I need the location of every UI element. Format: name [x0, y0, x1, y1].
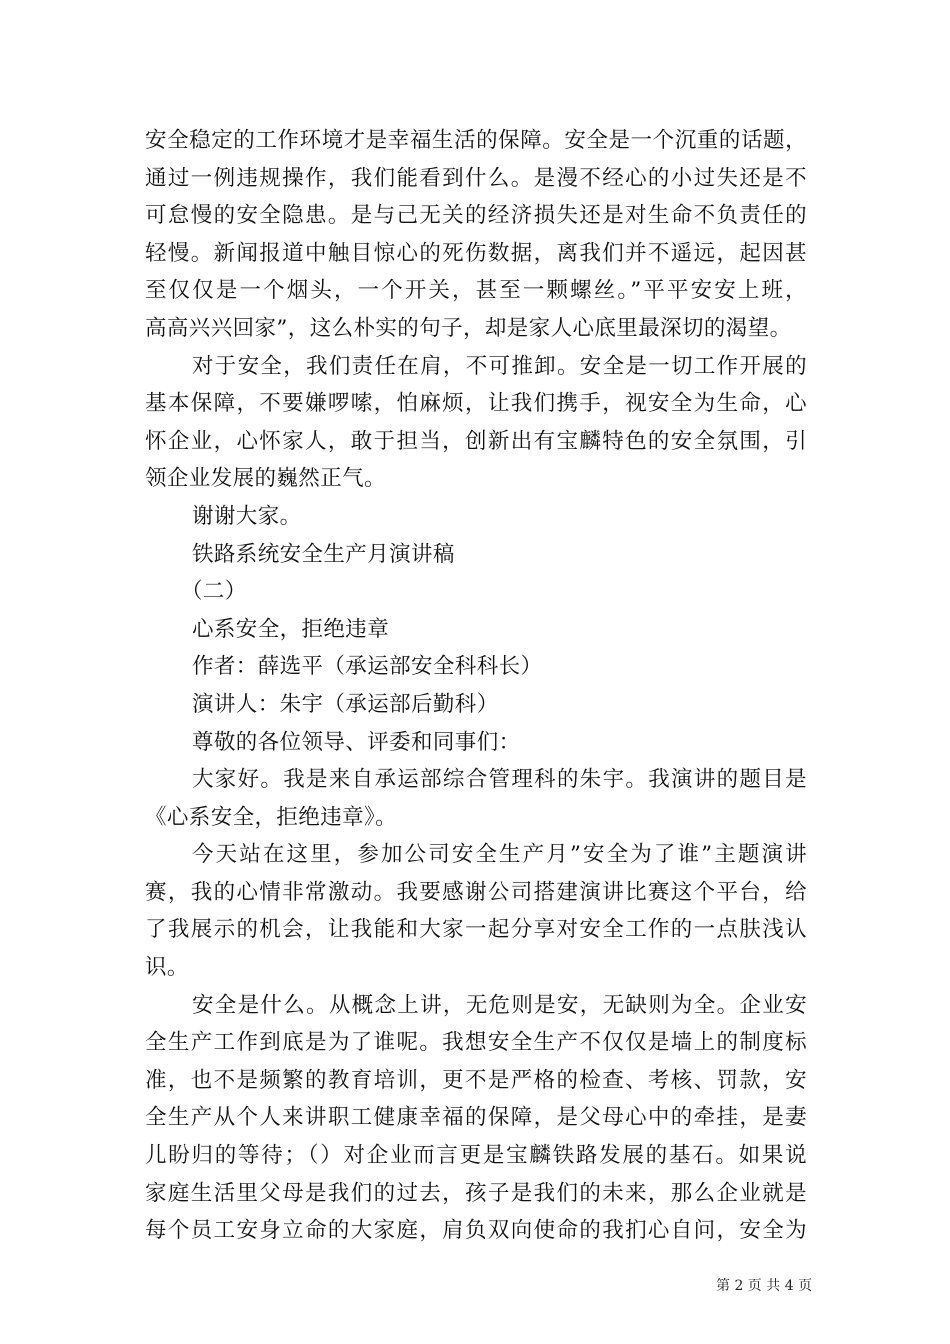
paragraph — [145, 122, 807, 348]
text-line: 怀企业，心怀家人，敢于担当，创新出有宝麟特色的安全氛围，引 — [145, 428, 807, 454]
paragraph — [145, 686, 807, 724]
text-line: 安全稳定的工作环境才是幸福生活的保障。安全是一个沉重的话题， — [145, 128, 807, 153]
text-line: 高高兴兴回家”，这么朴实的句子，却是家人心底里最深切的渴望。 — [145, 315, 792, 341]
text-line: 大家好。我是来自承运部综合管理科的朱宇。我演讲的题目是 — [192, 767, 807, 793]
paragraph — [145, 348, 807, 498]
paragraph — [145, 836, 807, 986]
text-line: 今天站在这里，参加公司安全生产月”安全为了谁”主题演讲 — [192, 842, 807, 868]
text-line: 赛，我的心情非常激动。我要感谢公司搭建演讲比赛这个平台，给 — [145, 879, 807, 905]
text-line: 领企业发展的巍然正气。 — [145, 466, 386, 492]
paragraph — [145, 648, 807, 686]
text-line: 尊敬的各位领导、评委和同事们： — [192, 729, 521, 755]
text-line: 演讲人：朱宇（承运部后勤科） — [192, 691, 499, 717]
text-line: 全生产从个人来讲职工健康幸福的保障，是父母心中的牵挂，是妻 — [145, 1105, 807, 1131]
paragraph — [145, 987, 807, 1250]
text-line: 基本保障，不要嫌啰嗦，怕麻烦，让我们携手，视安全为生命，心 — [145, 391, 807, 417]
text-line: 至仅仅是一个烟头，一个开关，甚至一颗螺丝。”平平安安上班， — [145, 278, 807, 304]
text-line: 全生产工作到底是为了谁呢。我想安全生产不仅仅是墙上的制度标 — [145, 1030, 807, 1056]
text-line: 轻慢。新闻报道中触目惊心的死伤数据，离我们并不遥远，起因甚 — [145, 240, 807, 266]
text-line: 心系安全，拒绝违章 — [192, 616, 390, 642]
paragraph — [145, 573, 807, 611]
text-line: 安全是什么。从概念上讲，无危则是安，无缺则为全。企业安 — [192, 992, 807, 1018]
paragraph — [145, 536, 807, 574]
page-number: 第 2 页 共 4 页 — [716, 1278, 813, 1294]
text-line: 家庭生活里父母是我们的过去，孩子是我们的未来，那么企业就是 — [145, 1180, 807, 1206]
document-body — [145, 122, 807, 1250]
text-line: （二） — [181, 579, 247, 605]
text-line: 谢谢大家。 — [192, 503, 302, 529]
text-line: 识。 — [145, 955, 189, 981]
text-line: 准，也不是频繁的教育培训，更不是严格的检查、考核、罚款，安 — [145, 1067, 807, 1093]
text-line: 作者：薛选平（承运部安全科科长） — [192, 654, 543, 680]
paragraph — [145, 498, 807, 536]
paragraph — [145, 724, 807, 762]
text-line: 了我展示的机会，让我能和大家一起分享对安全工作的一点肤浅认 — [145, 917, 807, 943]
text-line: 《心系安全，拒绝违章》。 — [145, 804, 398, 830]
paragraph — [145, 761, 807, 836]
text-line: 通过一例违规操作，我们能看到什么。是漫不经心的小过失还是不 — [145, 165, 807, 191]
text-line: 铁路系统安全生产月演讲稿 — [192, 541, 455, 567]
text-line: 可怠慢的安全隐患。是与己无关的经济损失还是对生命不负责任的 — [145, 203, 807, 229]
text-line: 儿盼归的等待；（）对企业而言更是宝麟铁路发展的基石。如果说 — [145, 1143, 807, 1169]
text-line: 每个员工安身立命的大家庭，肩负双向使命的我扪心自问，安全为 — [145, 1218, 807, 1244]
text-line: 对于安全，我们责任在肩，不可推卸。安全是一切工作开展的 — [192, 353, 807, 379]
paragraph — [145, 611, 807, 649]
